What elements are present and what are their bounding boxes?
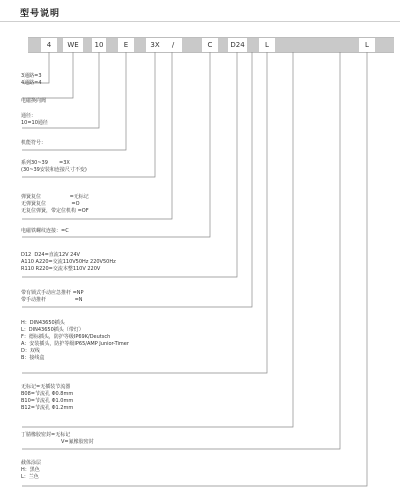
code-segment-ways: 4: [41, 38, 57, 52]
section-throttle: 无标记=无插装节流器 B08=节流孔 Φ0.8mm B10=节流孔 Φ1.0mm B12=节流孔 Φ1.2mm: [21, 384, 74, 411]
code-segment-spring: /: [164, 38, 182, 52]
section-seal: 丁腈橡胶密封=无标记 V=氟橡胶密封: [21, 432, 94, 445]
section-coating: 截体涂层 H：黑色 L：兰色: [21, 460, 42, 480]
code-segment-spool: E: [118, 38, 134, 52]
section-ways: 3通路=3 4通路=4: [21, 73, 42, 86]
code-segment-coating: L: [359, 38, 375, 52]
section-series: 系列30~39 =3X (30~39安装和连接尺寸不变): [21, 160, 87, 173]
code-segment-series: 3X: [146, 38, 164, 52]
section-spring: 弹簧复位 =无标记 无弹簧复位 =O 无复位弹簧，带定位机构 =OF: [21, 194, 89, 214]
section-voltage: D12 D24=直流12V 24V A110 A220=交流110V50Hz 220V50Hz R110 R220=交流本整110V 220V: [21, 252, 116, 272]
code-segment-type: WE: [63, 38, 83, 52]
page-title: 型号说明: [20, 9, 61, 19]
code-segment-voltage: D24: [228, 38, 247, 52]
section-spool: 机能符号：: [21, 140, 47, 146]
code-segment-solenoid: C: [202, 38, 218, 52]
code-segment-size: 10: [92, 38, 106, 52]
section-size: 通径： 10=10通径: [21, 113, 48, 126]
section-valve-type: 电磁换向阀: [21, 98, 47, 104]
section-manual-override: 带有锁式手动应急推杆 =NP 带手动推杆 =N: [21, 290, 84, 303]
section-electrical: H：DIN43650插头 L：DIN43650插头（带灯） F：德标插头，防护等级IP69K/Deutsch A：安装插头，防护等级IP65/AMP Junior-Timer D：双线 B：接线盒: [21, 320, 129, 361]
code-segment-electrical: L: [259, 38, 275, 52]
section-solenoid: 电磁铁螺纹连接：=C: [21, 228, 69, 234]
